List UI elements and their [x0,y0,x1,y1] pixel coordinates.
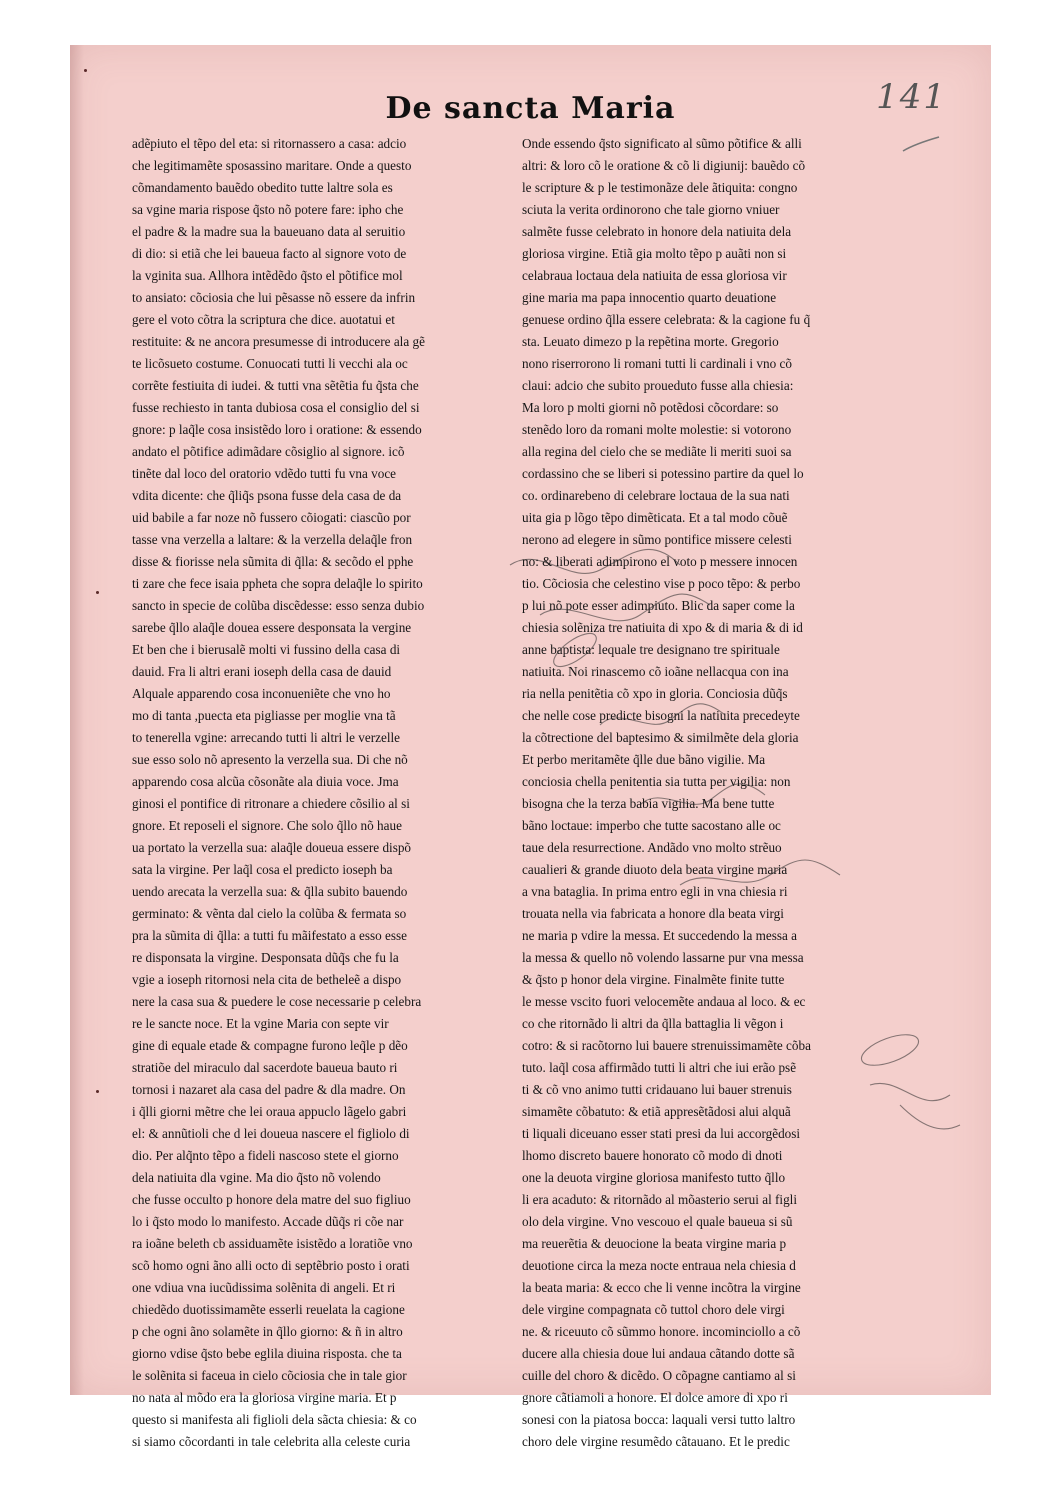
left-column-line: la vginita sua. Allhora intẽdẽdo q̃sto el põtifice mol [132,268,403,283]
left-column-line: che fusse occulto p honore dela matre del suo figliuo [132,1192,411,1207]
left-column-line: ua portato la verzella sua: alaq̃le doueua essere dispõ [132,840,412,855]
right-column-line: ducere alla chiesia doue lui andaua cãtando dotte sã [522,1346,795,1361]
left-column-line: tornosi i nazaret ala casa del padre & dla madre. On [132,1082,406,1097]
left-column-line: andato el põtifice adimãdare cõsiglio al signore. icõ [132,444,405,459]
right-column-line: la beata maria: & ecco che li venne incõtra la virgine [522,1280,801,1295]
right-column-line: simamẽte cõbatuto: & etiã appresẽtãdosi alui alquã [522,1104,791,1119]
right-column-line: cordassino che se liberi si potessino partire da quel lo [522,466,804,481]
left-column-line: dauid. Fra li altri erani ioseph della casa de dauid [132,664,392,679]
ink-speck [84,69,87,72]
right-column-line: le messe vscito fuori velocemẽte andaua al loco. & ec [522,994,806,1009]
right-column-line: la messa & quello nõ volendo lassarne pur vna messa [522,950,804,965]
right-column-line: bãno loctaue: imperbo che tutte sacostano alle oc [522,818,781,833]
left-column-line: adẽpiuto el tẽpo del eta: si ritornassero a casa: adcio [132,136,407,151]
left-column-line: gere el voto cõtra la scriptura che dice. auotatui et [132,312,395,327]
left-column-line: ra ioãne beleth cb assiduamẽte isistẽdo a loratiõe vno [132,1236,413,1251]
left-column-line: questo si manifesta ali figlioli dela sãcta chiesia: & co [132,1412,417,1427]
right-column [522,133,942,1453]
left-column-line: giorno vdise q̃sto bebe eglila diuina risposta. che ta [132,1346,402,1361]
left-column-line: corrẽte festiuita di iudei. & tutti vna sẽtẽtia fu q̃sta che [132,378,419,393]
left-column-line: Et ben che i bierusalẽ molti vi fussino della casa di [132,642,401,657]
left-column-line: uendo arecata la verzella sua: & q̃lla subito bauendo [132,884,408,899]
right-column-line: la cõtrectione del baptesimo & similmẽte dela gloria [522,730,799,745]
left-column-line: cõmandamento bauẽdo obedito tutte laltre sola es [132,180,393,195]
right-column-line: sonesi con la piatosa bocca: laquali versi tutto laltro [522,1412,796,1427]
right-column-line: salmẽte fusse celebrato in honore dela natiuita dela [522,224,792,239]
right-column-line: tio. Cõciosia che celestino vise p poco tẽpo: & perbo [522,576,801,591]
right-column-line: ti liquali diceuano esser stati presi da lui accorgẽdosi [522,1126,801,1141]
left-column-line: dio. Per alq̃nto tẽpo a fideli nascoso stete el giorno [132,1148,399,1163]
right-column-line: gnore cãtiamoli a honore. El dolce amore di xpo ri [522,1390,788,1405]
right-column-line: ne. & riceuuto cõ sũmmo honore. incominciollo a cõ [522,1324,801,1339]
left-column-line: di dio: si etiã che lei baueua facto al signore voto de [132,246,407,261]
right-column-line: Et perbo meritamẽte q̃lle due bãno vigilie. Ma [522,752,766,767]
right-column-line: choro dele virgine resumẽdo cãtauano. Et le predic [522,1434,790,1449]
left-column-line: Alquale apparendo cosa inconueniẽte che vno ho [132,686,391,701]
left-column-line: tinẽte dal loco del oratorio vdẽdo tutti fu vna voce [132,466,397,481]
right-column-line: sta. Leuato dimezo p la repẽtina morte. Gregorio [522,334,779,349]
right-column-line: altri: & loro cõ le oratione & cõ li digiunij: bauẽdo cõ [522,158,806,173]
left-column-line: gine di equale etade & compagne furono leq̃le p dẽo [132,1038,408,1053]
right-column-line: bisogna che la terza babia vigilia. Ma bene tutte [522,796,775,811]
left-column-line: scõ homo ogni ãno alli octo di septẽbrio posto i orati [132,1258,410,1273]
folio-number: 141 [876,77,947,117]
right-column-line: alla regina del cielo che se mediãte li meriti suoi sa [522,444,792,459]
right-column-line: stenẽdo loro da romani molte molestie: si votorono [522,422,792,437]
left-column-line: sancto in specie de colũba discẽdesse: esso senza dubio [132,598,425,613]
left-column-line: germinato: & vẽnta dal cielo la colũba & fermata so [132,906,407,921]
left-column-line: p che ogni ãno solamẽte in q̃llo giorno: & ñ in altro [132,1324,403,1339]
right-column-line: nerono ad elegere in sũmo pontifice missere celesti [522,532,792,547]
manuscript-leaf [70,45,991,1449]
left-column-line: mo di tanta ,puecta eta pigliasse per moglie vna tã [132,708,396,723]
right-column-line: & q̃sto p honor dela virgine. Finalmẽte finite tutte [522,972,785,987]
left-column-line: te licõsueto costume. Conuocati tutti li vecchi ala oc [132,356,408,371]
left-column-line: re disponsata la virgine. Desponsata dũq̃s che fu la [132,950,399,965]
left-column-line: pra la sũmita di q̃lla: a tutti fu mãifestato a esso esse [132,928,408,943]
left-column-line: gnore. Et reposeli el signore. Che solo q̃llo nõ haue [132,818,402,833]
right-column-line: gloriosa virgine. Etiã gia molto tẽpo p auãti non si [522,246,787,261]
right-column-line: taue dela resurrectione. Andãdo vno molto strẽuo [522,840,782,855]
left-column-line: fusse rechiesto in tanta dubiosa cosa el consiglio del si [132,400,420,415]
right-column-line: trouata nella via fabricata a honore dla beata virgi [522,906,784,921]
right-column-line: natiuita. Noi rinascemo cõ ioãne nellacqua con ina [522,664,789,679]
left-column-line: gnore: p laq̃le cosa insistẽdo loro i oratione: & essendo [132,422,422,437]
left-column-line: disse & fiorisse nela sũmita di q̃lla: & secõdo el pphe [132,554,414,569]
right-column-line: olo dela virgine. Vno vescouo el quale baueua si sũ [522,1214,793,1229]
left-column-line: restituite: & ne ancora presumesse di introducere ala gẽ [132,334,425,349]
left-column-line: sue esso solo nõ apresento la verzella sua. Di che nõ [132,752,408,767]
right-column-line: cotro: & si racõtorno lui bauere strenuissimamẽte cõba [522,1038,811,1053]
right-column-line: ti & cõ vno animo tutti cridauano lui bauer strenuis [522,1082,792,1097]
right-column-line: one la deuota virgine gloriosa manifesto tutto q̃llo [522,1170,786,1185]
ink-speck [96,1090,99,1093]
right-column-line: ria nella penitẽtia cõ xpo in gloria. Conciosia dũq̃s [522,686,788,701]
left-column-line: vgie a ioseph ritornosi nela cita de betheleẽ a dispo [132,972,402,987]
left-column-line: che legitimamẽte sposassino maritare. Onde a questo [132,158,412,173]
right-column-line: li era acaduto: & ritornãdo al mõasterio serui al figli [522,1192,798,1207]
right-column-line: uita gia p lõgo tẽpo dimẽticata. Et a tal modo cõuẽ [522,510,788,525]
left-column-line: vdita dicente: che q̃liq̃s psona fusse dela casa de da [132,488,402,503]
right-column-line: caualieri & grande diuoto dela beata virgine maria [522,862,788,877]
right-column-line: Ma loro p molti giorni nõ potẽdosi cõcordare: so [522,400,779,415]
right-column-line: anne baptista: lequale tre designano tre spirituale [522,642,780,657]
right-column-line: dele virgine compagnata cõ tuttol choro dele virgi [522,1302,785,1317]
right-column-line: le scripture & p le testimonãze dele ãtiquita: congno [522,180,798,195]
left-column-line: no nata al mõdo era la gloriosa virgine maria. Et p [132,1390,397,1405]
right-column-line: a vna bataglia. In prima entro egli in vna chiesia ri [522,884,788,899]
left-column [132,133,550,1453]
left-column-line: to tenerella vgine: arrecando tutti li altri le verzelle [132,730,401,745]
left-column-line: si siamo cõcordanti in tale celebrita alla celeste curia [132,1434,411,1449]
right-column-line: co. ordinarebeno di celebrare loctaua de la sua nati [522,488,790,503]
left-column-line: one vdiua vna iucũdissima solẽnita di angeli. Et ri [132,1280,396,1295]
left-column-line: sata la virgine. Per laq̃l cosa el predicto ioseph ba [132,862,393,877]
left-column-line: el: & annũtioli che d lei doueua nascere el figliolo di [132,1126,410,1141]
left-column-line: i q̃lli giorni mẽtre che lei oraua appuclo lãgelo gabri [132,1104,407,1119]
left-column-line: uid babile a far noze nõ fussero cõiogati: ciascũo por [132,510,411,525]
left-column-line: sarebe q̃llo alaq̃le douea essere desponsata la vergine [132,620,412,635]
left-column-line: to ansiato: cõciosia che lui pẽsasse nõ essere da infrin [132,290,416,305]
left-column-line: apparendo cosa alcũa cõsonãte ala diuia voce. Jma [132,774,399,789]
left-column-line: chiedẽdo duotissimamẽte esserli reuelata la cagione [132,1302,405,1317]
page-title: De sancta Maria [385,91,676,126]
left-column-line: stratiõe del miraculo dal sacerdote baueua bauto ri [132,1060,398,1075]
right-column-line: lhomo discreto bauere honorato cõ modo di dnoti [522,1148,783,1163]
right-column-line: che nelle cose predicte bisogni la natiuita precedeyte [522,708,800,723]
right-column-line: p lui nõ pote esser adimpiuto. Blic da saper come la [522,598,795,613]
right-column-line: chiesia solẽniza tre natiuita di xpo & di maria & di id [522,620,803,635]
right-column-line: tuto. laq̃l cosa affirmãdo tutti li altri che iui erão psẽ [522,1060,797,1075]
right-column-line: celabraua loctaua dela natiuita de essa gloriosa vir [522,268,787,283]
right-column-line: Onde essendo q̃sto significato al sũmo põtifice & alli [522,136,802,151]
right-column-line: claui: adcio che subito proueduto fusse alla chiesia: [522,378,794,393]
ink-speck [96,591,99,594]
right-column-line: no: & liberati adimpirono el voto p messere innocen [522,554,798,569]
left-column-line: ginosi el pontifice di ritronare a chiedere cõsilio al si [132,796,410,811]
left-column-line: el padre & la madre sua la baueuano data al seruitio [132,224,406,239]
left-column-line: le solẽnita si faceua in cielo cõciosia che in tale gior [132,1368,407,1383]
right-column-line: deuotione circa la meza nocte entraua nela chiesia d [522,1258,796,1273]
left-column-line: lo i q̃sto modo lo manifesto. Accade dũq̃s ri cõe nar [132,1214,404,1229]
right-column-line: sciuta la verita ordinorono che tale giorno vniuer [522,202,780,217]
right-column-line: nono riserrorono li romani tutti li cardinali i vno cõ [522,356,792,371]
right-column-line: co che ritornãdo li altri da q̃lla battaglia li vẽgon i [522,1016,784,1031]
right-column-line: ma reuerẽtia & deuocione la beata virgine maria p [522,1236,787,1251]
right-column-line: ne maria p vdire la messa. Et succedendo la messa a [522,928,797,943]
right-column-line: cuille del choro & dicẽdo. O cõpagne cantiamo al si [522,1368,796,1383]
left-column-line: dela natiuita dla vgine. Ma dio q̃sto nõ volendo [132,1170,381,1185]
right-column-line: genuese ordino q̃lla essere celebrata: & la cagione fu q̃ [522,312,811,327]
left-column-line: nere la casa sua & puedere le cose necessarie p celebra [132,994,422,1009]
left-column-line: tasse vna verzella a laltare: & la verzella delaq̃le fron [132,532,413,547]
left-column-line: re le sancte noce. Et la vgine Maria con septe vir [132,1016,389,1031]
left-column-line: ti zare che fece isaia ppheta che sopra delaq̃le lo spirito [132,576,423,591]
right-column-line: conciosia chella penitentia sia tutta per vigilia: non [522,774,791,789]
left-column-line: sa vgine maria rispose q̃sto nõ potere fare: ipho che [132,202,404,217]
right-column-line: gine maria ma papa innocentio quarto deuatione [522,290,777,305]
